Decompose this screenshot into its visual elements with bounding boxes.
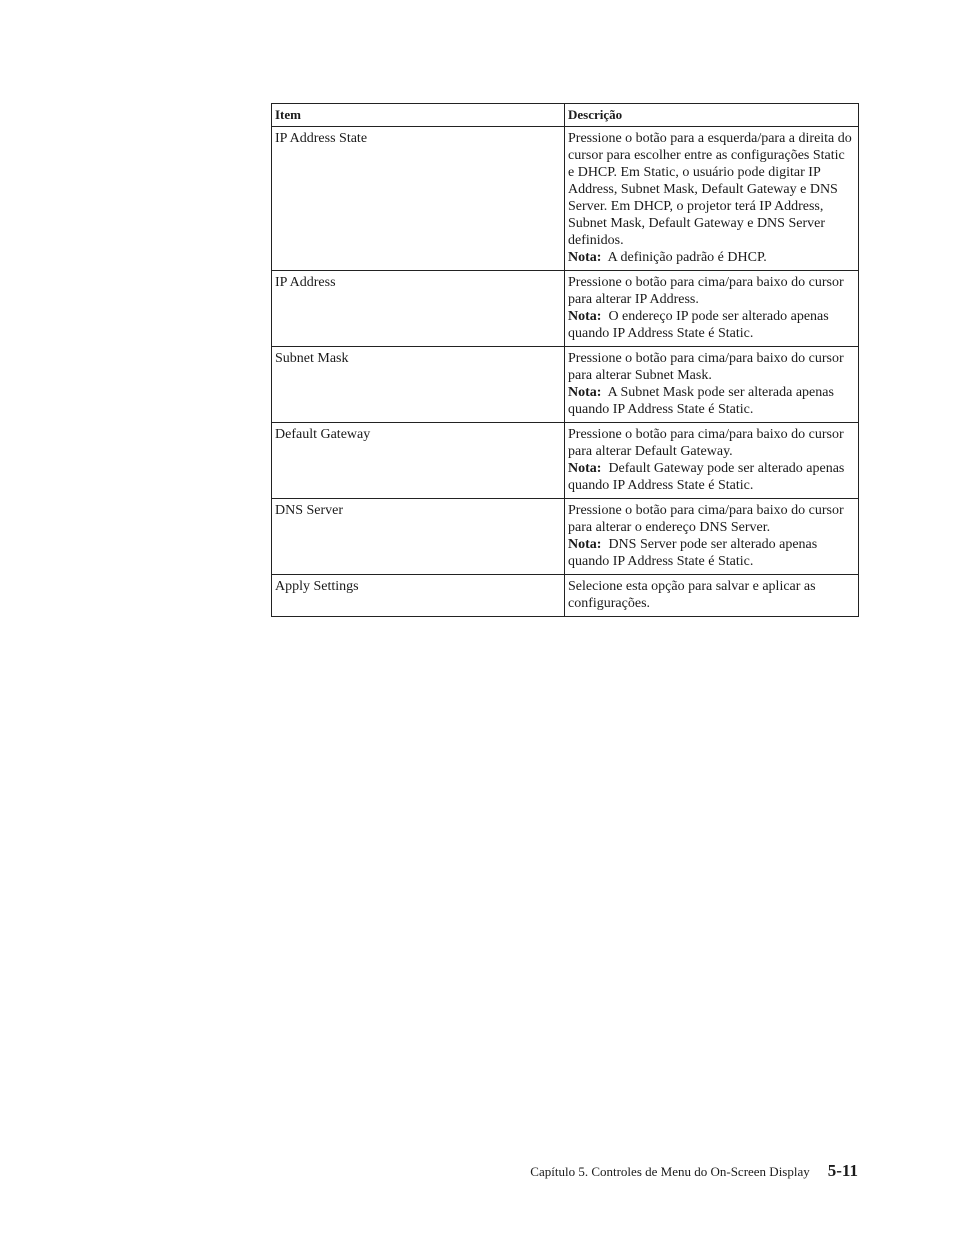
- item-name: Subnet Mask: [272, 347, 565, 423]
- note-text: A definição padrão é DHCP.: [607, 250, 767, 265]
- item-description-cell: [565, 127, 859, 271]
- page-footer: [530, 1161, 858, 1181]
- note-text: Default Gateway pode ser alterado apenas quando IP Address State é Static.: [568, 461, 845, 493]
- note-text: O endereço IP pode ser alterado apenas quando IP Address State é Static.: [568, 309, 829, 341]
- table-row: [272, 127, 859, 271]
- item-name: DNS Server: [272, 499, 565, 575]
- item-name: IP Address State: [272, 127, 565, 271]
- note-label: Nota:: [568, 309, 602, 324]
- item-note: [568, 384, 854, 418]
- item-description: Pressione o botão para cima/para baixo do cursor para alterar o endereço DNS Server.: [568, 503, 844, 535]
- item-description-cell: [565, 271, 859, 347]
- item-note: [568, 249, 854, 266]
- item-description: Pressione o botão para cima/para baixo do cursor para alterar Default Gateway.: [568, 427, 844, 459]
- item-description-cell: [565, 423, 859, 499]
- item-name: Default Gateway: [272, 423, 565, 499]
- item-note: [568, 536, 854, 570]
- table-row: [272, 271, 859, 347]
- page-number: 5-11: [827, 1161, 858, 1180]
- item-description: Pressione o botão para cima/para baixo do cursor para alterar IP Address.: [568, 275, 844, 307]
- column-header-description: Descrição: [565, 104, 859, 127]
- item-note: [568, 308, 854, 342]
- chapter-title: Capítulo 5. Controles de Menu do On-Screen Display: [530, 1164, 810, 1179]
- table-row: [272, 575, 859, 617]
- table-row: [272, 423, 859, 499]
- item-description-cell: [565, 347, 859, 423]
- item-note: [568, 460, 854, 494]
- item-name: Apply Settings: [272, 575, 565, 617]
- table-row: [272, 347, 859, 423]
- item-description-cell: [565, 499, 859, 575]
- note-label: Nota:: [568, 537, 602, 552]
- note-label: Nota:: [568, 461, 602, 476]
- table-row: [272, 499, 859, 575]
- item-description-cell: [565, 575, 859, 617]
- note-label: Nota:: [568, 250, 602, 265]
- settings-table: [271, 103, 859, 617]
- item-description: Pressione o botão para a esquerda/para a direita do cursor para escolher entre as configurações Static e DHCP. Em Static, o usuário pode digitar IP Address, Subnet Mask, Default Gateway e DNS Server. Em DHCP, o projetor terá IP Address, Subnet Mask, Default Gateway e DNS Server definidos.: [568, 131, 852, 248]
- item-description: Pressione o botão para cima/para baixo do cursor para alterar Subnet Mask.: [568, 351, 844, 383]
- table-header-row: [272, 104, 859, 127]
- item-description: Selecione esta opção para salvar e aplicar as configurações.: [568, 579, 816, 611]
- column-header-item: Item: [272, 104, 565, 127]
- note-label: Nota:: [568, 385, 602, 400]
- note-text: DNS Server pode ser alterado apenas quando IP Address State é Static.: [568, 537, 818, 569]
- note-text: A Subnet Mask pode ser alterada apenas quando IP Address State é Static.: [568, 385, 834, 417]
- item-name: IP Address: [272, 271, 565, 347]
